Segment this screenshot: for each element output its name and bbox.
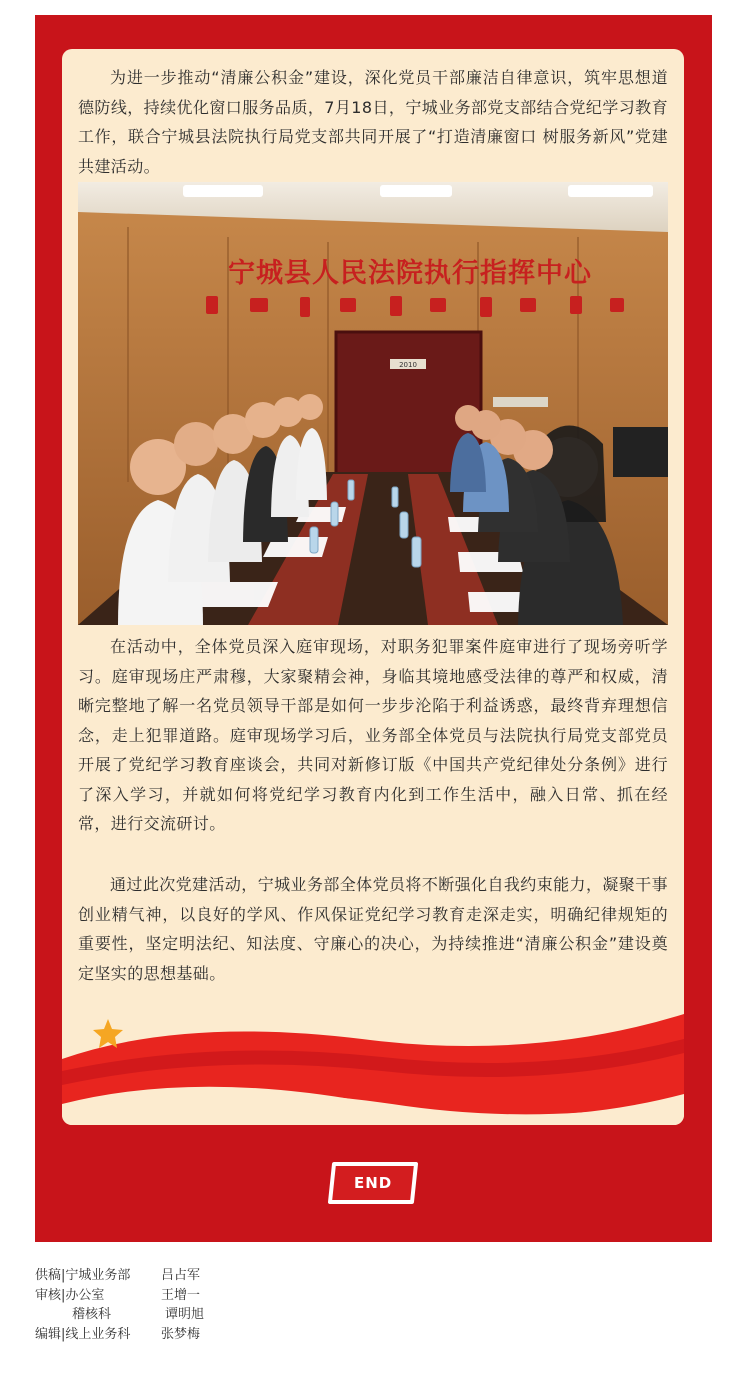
end-label: END [353, 1174, 393, 1192]
wall-sign-text: 宁城县人民法院执行指挥中心 [228, 258, 592, 289]
credit-role: 供稿|宁城业务部 [35, 1268, 131, 1283]
credit-role: 稽核科 [72, 1307, 112, 1322]
article-card [62, 49, 684, 1125]
credit-role: 审核|办公室 [35, 1287, 105, 1303]
article-paragraph-3: 通过此次党建活动，宁城业务部全体党员将不断强化自我约束能力，凝聚干事创业精气神，以良好的学风、作风保证党纪学习教育走深走实，明确纪律规矩的重要性，坚定明法纪、知法度、守廉心的决心，为持续推进“清廉公积金”建设奠定坚实的思想基础。 [78, 875, 668, 983]
article-paragraph-2: 在活动中，全体党员深入庭审现场，对职务犯罪案件庭审进行了现场旁听学习。庭审现场庄严肃穆，大家聚精会神，身临其境地感受法律的尊严和权威，清晰完整地了解一名党员领导干部是如何一步步沦陷于利益诱惑，最终背弃理想信念，走上犯罪道路。庭审现场学习后，业务部全体党员与法院执行局党支部党员开展了党纪学习教育座谈会，共同对新修订版《中国共产党纪律处分条例》进行了深入学习，并就如何将党纪学习教育内化到工作生活中，融入日常、抓在经常，进行交流研讨。 [78, 637, 668, 833]
door-plate-text: 2010 [399, 361, 417, 369]
article-paragraph-1: 为进一步推动“清廉公积金”建设，深化党员干部廉洁自律意识，筑牢思想道德防线，持续优化窗口服务品质，7月18日，宁城业务部党支部结合党纪学习教育工作，联合宁城县法院执行局党支部共同开展了“打造清廉窗口 树服务新风”党建共建活动。 [78, 68, 668, 176]
credit-name: 张梦梅 [161, 1326, 201, 1342]
end-label-box [332, 1166, 414, 1200]
credit-name: 吕占军 [161, 1268, 201, 1283]
decorative-wave [62, 1009, 684, 1125]
credit-name: 王增一 [161, 1287, 201, 1303]
meeting-photo [78, 182, 668, 625]
end-button [328, 1162, 418, 1204]
credit-name: 谭明旭 [165, 1307, 205, 1322]
credit-role: 编辑|线上业务科 [35, 1326, 131, 1342]
